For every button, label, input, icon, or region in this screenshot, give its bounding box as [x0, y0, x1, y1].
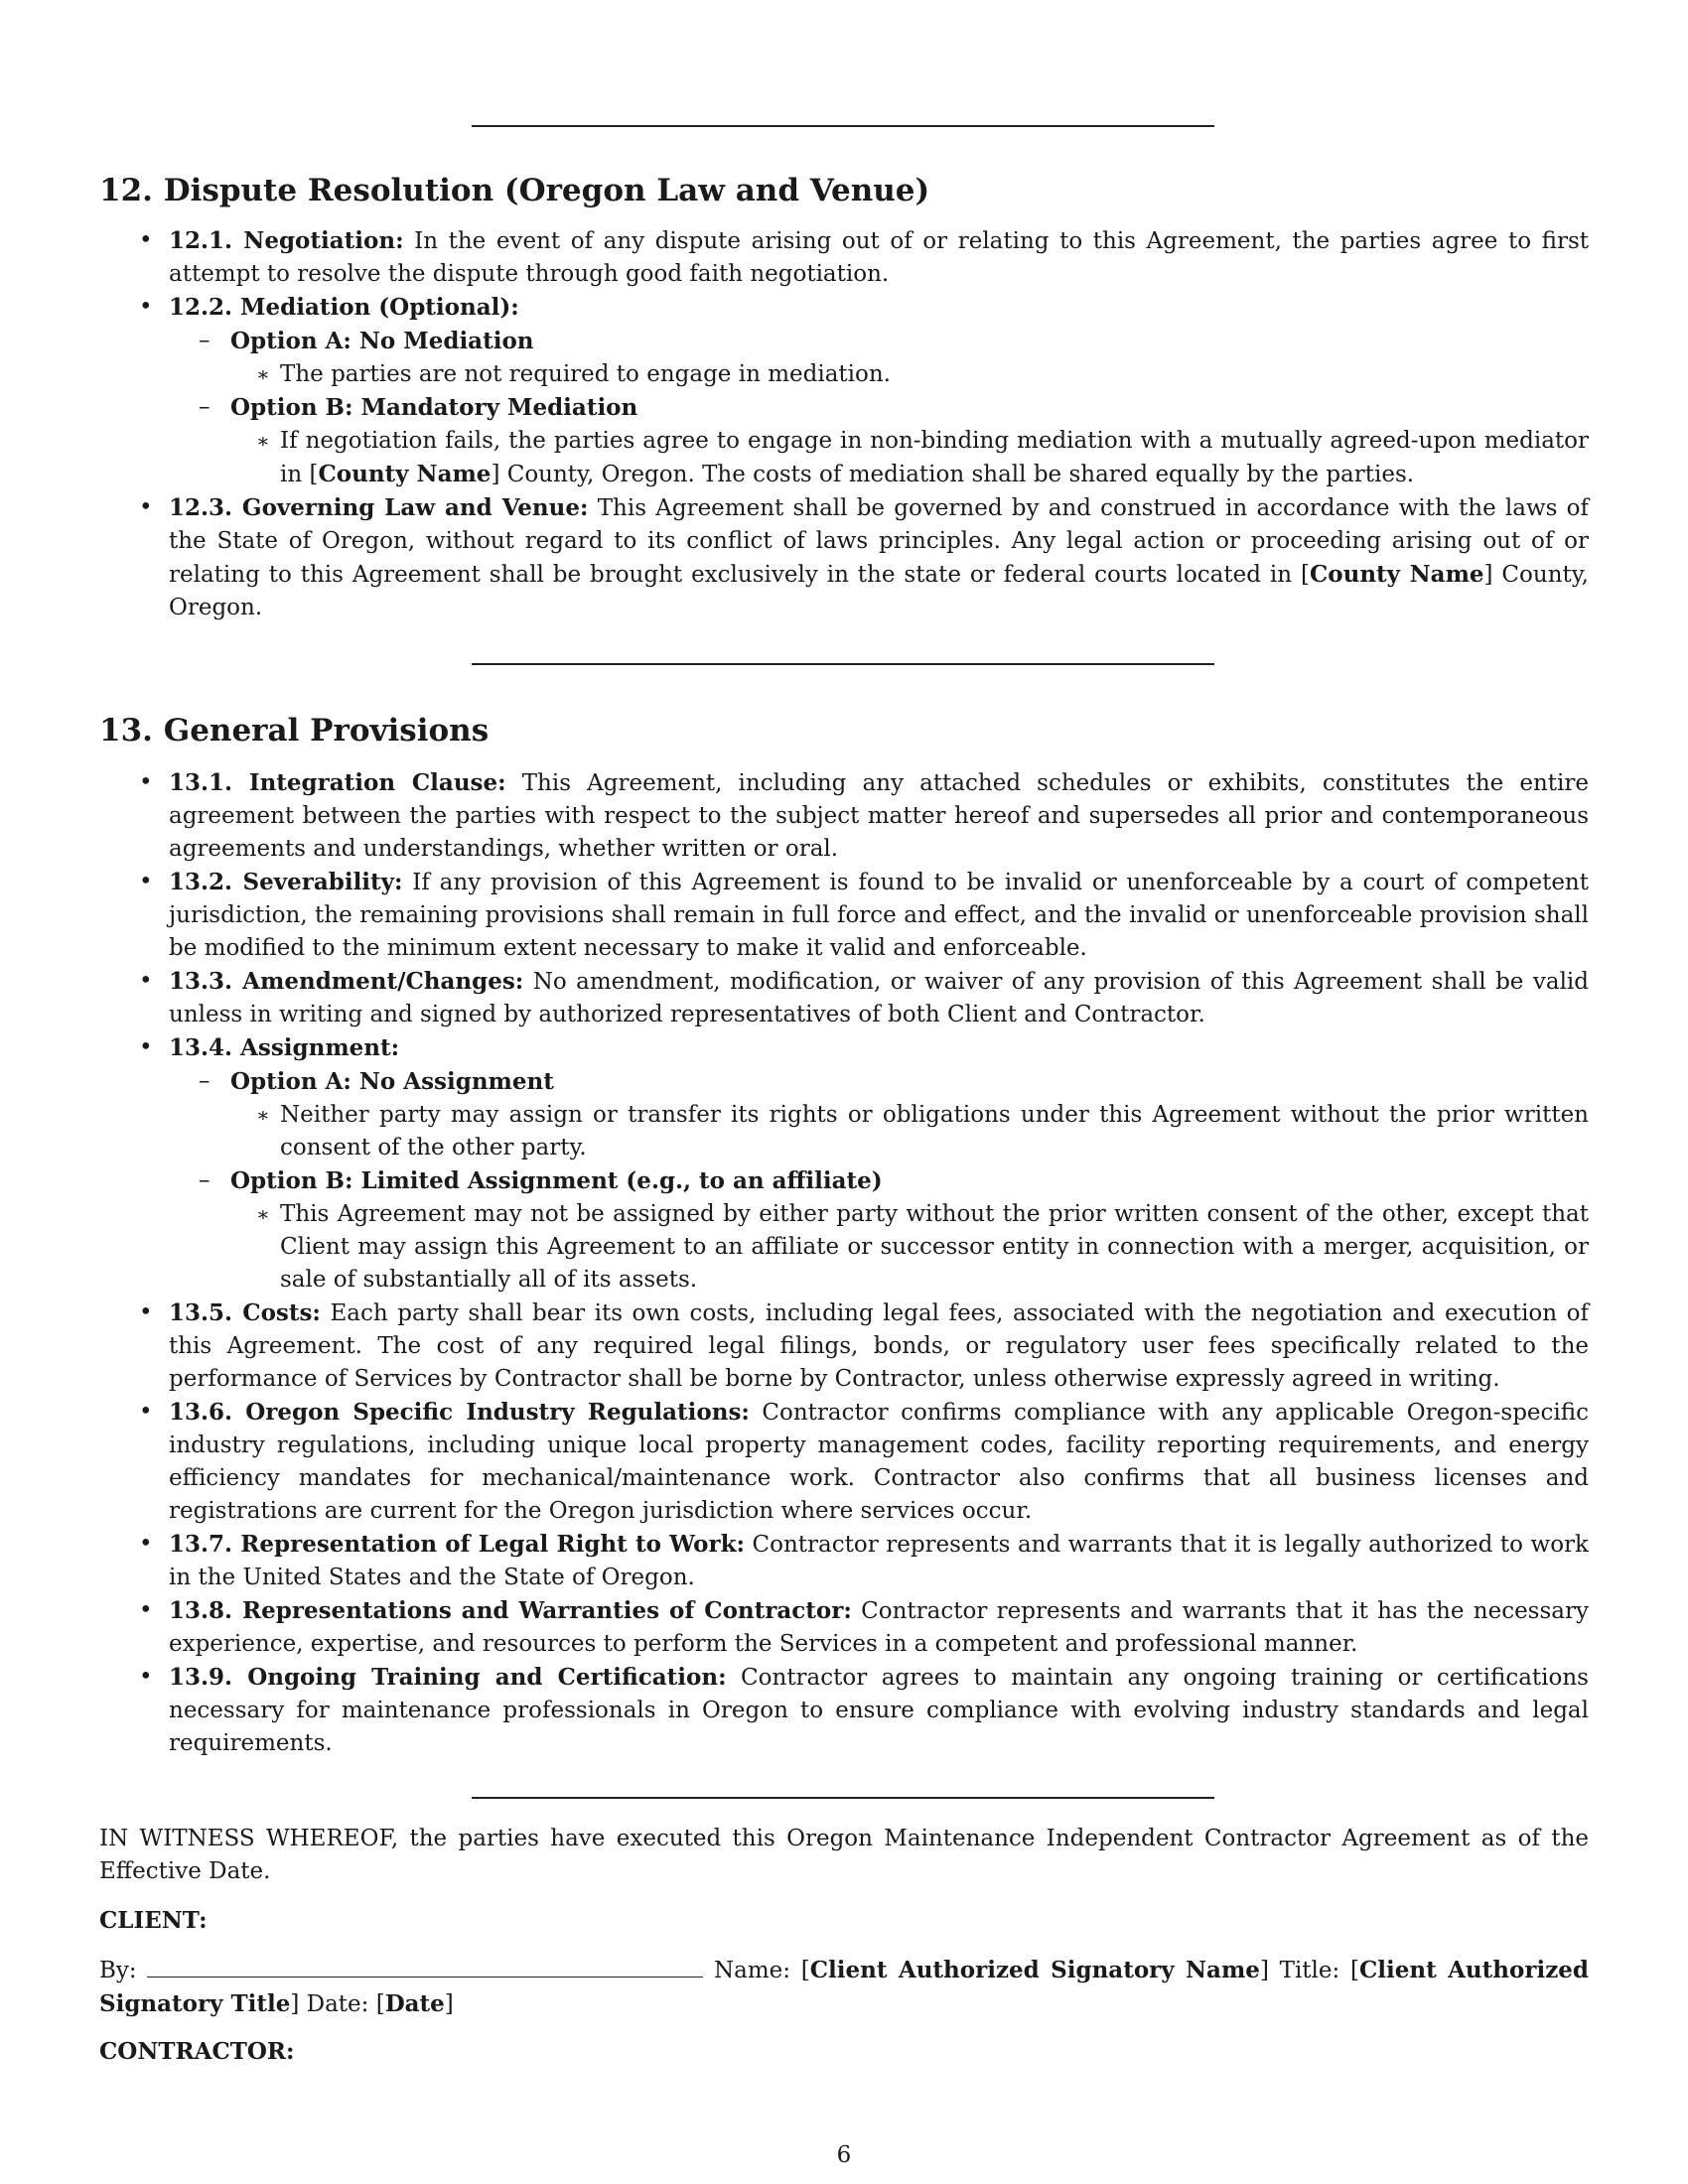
client-signature-block: By: Name: [Client Authorized Signatory Name] Title: [Client Authorized Signatory Title] Date: [Date] [99, 1957, 1589, 2017]
sub-sub-list-item: ∗ Neither party may assign or transfer its rights or obligations under this Agreement without the prior written consent of the other party. [230, 1099, 1589, 1164]
client-heading: CLIENT: [99, 1907, 208, 1934]
signature-line[interactable] [147, 1955, 703, 1978]
sub-list-item: – Option A: No Mediation ∗ The parties are not required to engage in mediation. [169, 325, 1589, 391]
list-item: • 13.7. Representation of Legal Right to Work: Contractor represents and warrants that it is legally authorized to work in the United States and the State of Oregon. [99, 1528, 1589, 1594]
section-13-title: 13. General Provisions [99, 713, 490, 749]
horizontal-rule [472, 663, 1214, 665]
document-page [99, 0, 1589, 2184]
sub-sub-list-item: ∗ The parties are not required to engage in mediation. [230, 358, 1589, 391]
list-item: • 12.1. Negotiation: In the event of any dispute arising out of or relating to this Agreement, the parties agree to first attempt to resolve the dispute through good faith negotiation. [99, 224, 1589, 291]
sub-sub-list-item: ∗ If negotiation fails, the parties agree to engage in non-binding mediation with a mutually agreed-upon mediator in [County Name] County, Oregon. The costs of mediation shall be shared equally by the parties. [230, 425, 1589, 491]
list-item: • 13.1. Integration Clause: This Agreement, including any attached schedules or exhibits, constitutes the entire agreement between the parties with respect to the subject matter hereof and supersedes all prior and contemporaneous agreements and understandings, whether written or oral. [99, 766, 1589, 866]
page-number: 6 [836, 2142, 852, 2168]
contractor-heading: CONTRACTOR: [99, 2038, 295, 2065]
horizontal-rule [472, 1797, 1214, 1799]
list-item: • 12.3. Governing Law and Venue: This Agreement shall be governed by and construed in accordance with the laws of the State of Oregon, without regard to its conflict of laws principles. Any legal action or proceeding arising out of or relating to this Agreement shall be brought exclusively in the state or federal courts located in [County Name] County, Oregon. [99, 491, 1589, 624]
sub-list-item: – Option B: Limited Assignment (e.g., to an affiliate) ∗ This Agreement may not be assigned by either party without the prior written consent of the other, except that Client may assign this Agreement to an affiliate or successor entity in connection with a merger, acquisition, or sale of substantially all of its assets. [169, 1164, 1589, 1297]
list-item: • 13.2. Severability: If any provision of this Agreement is found to be invalid or unenforceable by a court of competent jurisdiction, the remaining provisions shall remain in full force and effect, and the invalid or unenforceable provision shall be modified to the minimum extent necessary to make it valid and enforceable. [99, 866, 1589, 965]
list-item: • 13.3. Amendment/Changes: No amendment, modification, or waiver of any provision of this Agreement shall be valid unless in writing and signed by authorized representatives of both Client and Contractor. [99, 965, 1589, 1031]
sub-list-item: – Option B: Mandatory Mediation ∗ If negotiation fails, the parties agree to engage in non-binding mediation with a mutually agreed-upon mediator in [County Name] County, Oregon. The costs of mediation shall be shared equally by the parties. [169, 391, 1589, 491]
list-item: • 13.5. Costs: Each party shall bear its own costs, including legal fees, associated with the negotiation and execution of this Agreement. The cost of any required legal filings, bonds, or regulatory user fees specifically related to the performance of Services by Contractor shall be borne by Contractor, unless otherwise expressly agreed in writing. [99, 1297, 1589, 1396]
list-item: • 13.4. Assignment: – Option A: No Assignment ∗ Neither party may assign or transfer its rights or obligations under this Agreement without the prior written consent of the other party. – Option B: Limited Assignment (e.g., to an affiliate) ∗ This Agreement may not be assigned by either party without the prior written consent of the other, except that Client may assign this Agreement to an affiliate or successor entity in connection with a merger, acquisition, or sale of substantially all of its assets. [99, 1031, 1589, 1297]
list-item: • 12.2. Mediation (Optional): – Option A: No Mediation ∗ The parties are not required to engage in mediation. – Option B: Mandatory Mediation ∗ If negotiation fails, the parties agree to engage in non-binding mediation with a mutually agreed-upon mediator in [County Name] County, Oregon. The costs of mediation shall be shared equally by the parties. [99, 291, 1589, 491]
horizontal-rule [472, 125, 1214, 127]
sub-list-item: – Option A: No Assignment ∗ Neither party may assign or transfer its rights or obligations under this Agreement without the prior written consent of the other party. [169, 1065, 1589, 1164]
list-item: • 13.9. Ongoing Training and Certification: Contractor agrees to maintain any ongoing training or certifications necessary for maintenance professionals in Oregon to ensure compliance with evolving industry standards and legal requirements. [99, 1661, 1589, 1760]
section-13-list [99, 766, 1589, 1760]
section-12-title: 12. Dispute Resolution (Oregon Law and Venue) [99, 173, 930, 208]
section-12-list [99, 224, 1589, 624]
list-item: • 13.6. Oregon Specific Industry Regulations: Contractor confirms compliance with any applicable Oregon-specific industry regulations, including unique local property management codes, facility reporting requirements, and energy efficiency mandates for mechanical/maintenance work. Contractor also confirms that all business licenses and registrations are current for the Oregon jurisdiction where services occur. [99, 1396, 1589, 1528]
witness-statement: IN WITNESS WHEREOF, the parties have executed this Oregon Maintenance Independent Contractor Agreement as of the Effective Date. [99, 1826, 1589, 1884]
sub-sub-list-item: ∗ This Agreement may not be assigned by either party without the prior written consent of the other, except that Client may assign this Agreement to an affiliate or successor entity in connection with a merger, acquisition, or sale of substantially all of its assets. [230, 1198, 1589, 1297]
list-item: • 13.8. Representations and Warranties of Contractor: Contractor represents and warrants that it has the necessary experience, expertise, and resources to perform the Services in a competent and professional manner. [99, 1594, 1589, 1661]
